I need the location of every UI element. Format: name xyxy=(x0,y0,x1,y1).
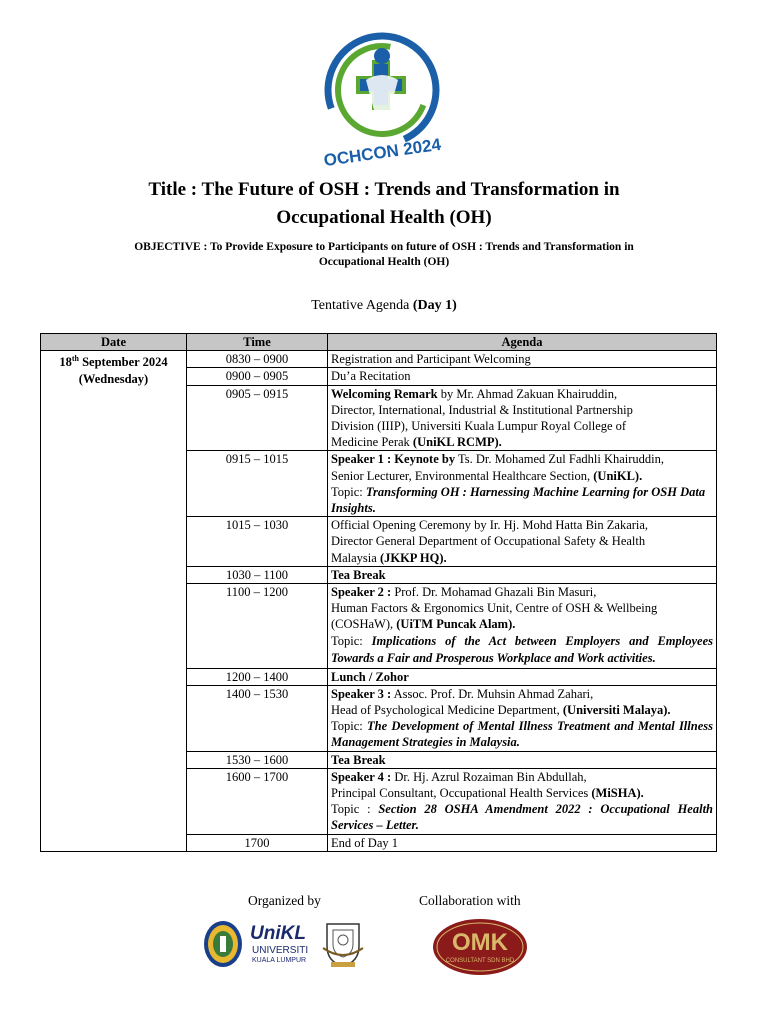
ochcon-logo xyxy=(316,30,452,166)
page-title xyxy=(40,176,728,232)
unikl-logo xyxy=(248,921,314,965)
date-cell xyxy=(41,351,187,852)
agenda-text: by Mr. Ahmad Zakuan Khairuddin, xyxy=(437,386,618,401)
agenda-cell: Du’a Recitation xyxy=(328,368,717,385)
agenda-text: Prof. Dr. Mohamad Ghazali Bin Masuri, xyxy=(391,585,597,600)
agenda-bold: Speaker 1 : Keynote by xyxy=(331,452,456,467)
time-cell: 1700 xyxy=(187,834,328,851)
time-cell: 0830 – 0900 xyxy=(187,351,328,368)
agenda-text: Official Opening Ceremony by Ir. Hj. Mohd Hatta Bin Zakaria, xyxy=(331,518,649,533)
time-cell: 1400 – 1530 xyxy=(187,685,328,751)
objective xyxy=(90,240,678,270)
time-cell: 1100 – 1200 xyxy=(187,584,328,669)
topic-text: Section 28 OSHA Amendment 2022 : Occupational Health Services – Letter. xyxy=(331,802,713,833)
agenda-table xyxy=(40,333,717,852)
topic-text: Implications of the Act between Employers and Employees Towards a Fair and Prosperous Workplace and Work activities. xyxy=(331,633,713,666)
topic-label: Topic : xyxy=(331,802,379,817)
agenda-cell: Registration and Participant Welcoming xyxy=(328,351,717,368)
agenda-bold: Speaker 3 : xyxy=(331,686,392,701)
unikl-logo-sub1: UNIVERSITI xyxy=(252,945,309,956)
objective-line-2: Occupational Health (OH) xyxy=(318,256,450,268)
unikl-logo-sub2: KUALA LUMPUR xyxy=(252,957,307,964)
topic-text: Transforming OH : Harnessing Machine Learning for OSH Data Insights. xyxy=(331,484,706,516)
topic-label: Topic: xyxy=(331,484,366,499)
time-cell: 1200 – 1400 xyxy=(187,668,328,685)
agenda-text: Director General Department of Occupational Safety & Health xyxy=(331,534,646,549)
date-rest: September 2024 xyxy=(78,355,168,370)
date-weekday: (Wednesday) xyxy=(78,371,149,386)
header-agenda: Agenda xyxy=(328,334,717,351)
objective-line-1: OBJECTIVE : To Provide Exposure to Participants on future of OSH : Trends and Transformation in xyxy=(134,241,634,253)
date-day: 18 xyxy=(59,355,72,370)
collaboration-label: Collaboration with xyxy=(419,893,521,908)
agenda-cell xyxy=(328,517,717,567)
table-row xyxy=(41,351,717,368)
agenda-text: Ts. Dr. Mohamed Zul Fadhli Khairuddin, xyxy=(455,452,665,467)
agenda-text: Senior Lecturer, Environmental Healthcare Section, xyxy=(331,468,594,483)
time-cell: 1600 – 1700 xyxy=(187,768,328,834)
agenda-heading-prefix: Tentative Agenda xyxy=(311,298,413,313)
agenda-bold: Welcoming Remark xyxy=(331,386,438,401)
agenda-bold: Speaker 4 : xyxy=(331,769,392,784)
agenda-cell xyxy=(328,685,717,751)
agenda-text: Principal Consultant, Occupational Health Services xyxy=(331,786,592,801)
agenda-cell: Tea Break xyxy=(328,566,717,583)
crest-logo xyxy=(203,920,243,973)
rcmp-crest-logo xyxy=(319,918,367,975)
agenda-bold: Speaker 2 : xyxy=(331,585,392,600)
agenda-text: Director, International, Industrial & Institutional Partnership xyxy=(331,402,633,417)
unikl-logo-text: UniKL xyxy=(250,923,306,944)
organized-by-label: Organized by xyxy=(248,893,321,908)
agenda-text: Head of Psychological Medicine Department, xyxy=(331,703,563,718)
agenda-cell: Lunch / Zohor xyxy=(328,668,717,685)
omk-logo xyxy=(432,918,528,981)
title-line-1: Title : The Future of OSH : Trends and Transformation in xyxy=(148,179,620,200)
agenda-text: Dr. Hj. Azrul Rozaiman Bin Abdullah, xyxy=(391,769,587,784)
agenda-cell xyxy=(328,385,717,451)
agenda-text: Human Factors & Ergonomics Unit, Centre of OSH & Wellbeing xyxy=(331,601,658,616)
topic-label: Topic: xyxy=(331,719,367,734)
agenda-bold: (JKKP HQ). xyxy=(379,550,447,565)
agenda-text: Division (IIIP), Universiti Kuala Lumpur Royal College of xyxy=(331,419,627,434)
agenda-bold: (Universiti Malaya). xyxy=(562,703,671,718)
agenda-bold: (UniKL RCMP). xyxy=(412,435,502,450)
agenda-cell xyxy=(328,768,717,834)
title-line-2: Occupational Health (OH) xyxy=(276,207,492,228)
date-suffix: th xyxy=(71,354,79,364)
time-cell: 0900 – 0905 xyxy=(187,368,328,385)
header-time: Time xyxy=(187,334,328,351)
time-cell: 0915 – 1015 xyxy=(187,451,328,517)
agenda-text: (COSHaW), xyxy=(331,617,397,632)
table-header-row xyxy=(41,334,717,351)
topic-label: Topic: xyxy=(331,633,372,648)
agenda-text: Malaysia xyxy=(331,550,380,565)
agenda-text: Medicine Perak xyxy=(331,435,413,450)
agenda-heading xyxy=(40,298,728,314)
agenda-cell xyxy=(328,584,717,669)
header-date: Date xyxy=(41,334,187,351)
omk-logo-sub: CONSULTANT SDN BHD xyxy=(445,958,515,964)
topic-text: The Development of Mental Illness Treatment and Mental Illness Management Strategies in Malaysia. xyxy=(331,719,713,750)
agenda-bold: (UniKL). xyxy=(593,468,643,483)
agenda-heading-day: (Day 1) xyxy=(412,298,457,313)
agenda-bold: (MiSHA). xyxy=(591,786,644,801)
time-cell: 1030 – 1100 xyxy=(187,566,328,583)
agenda-text: Assoc. Prof. Dr. Muhsin Ahmad Zahari, xyxy=(391,686,594,701)
logo-text: OCHCON 2024 xyxy=(322,134,443,166)
agenda-bold: (UiTM Puncak Alam). xyxy=(396,617,516,632)
omk-logo-text: OMK xyxy=(452,929,508,956)
agenda-cell xyxy=(328,451,717,517)
time-cell: 1530 – 1600 xyxy=(187,751,328,768)
agenda-cell: End of Day 1 xyxy=(328,834,717,851)
time-cell: 0905 – 0915 xyxy=(187,385,328,451)
time-cell: 1015 – 1030 xyxy=(187,517,328,567)
agenda-cell: Tea Break xyxy=(328,751,717,768)
